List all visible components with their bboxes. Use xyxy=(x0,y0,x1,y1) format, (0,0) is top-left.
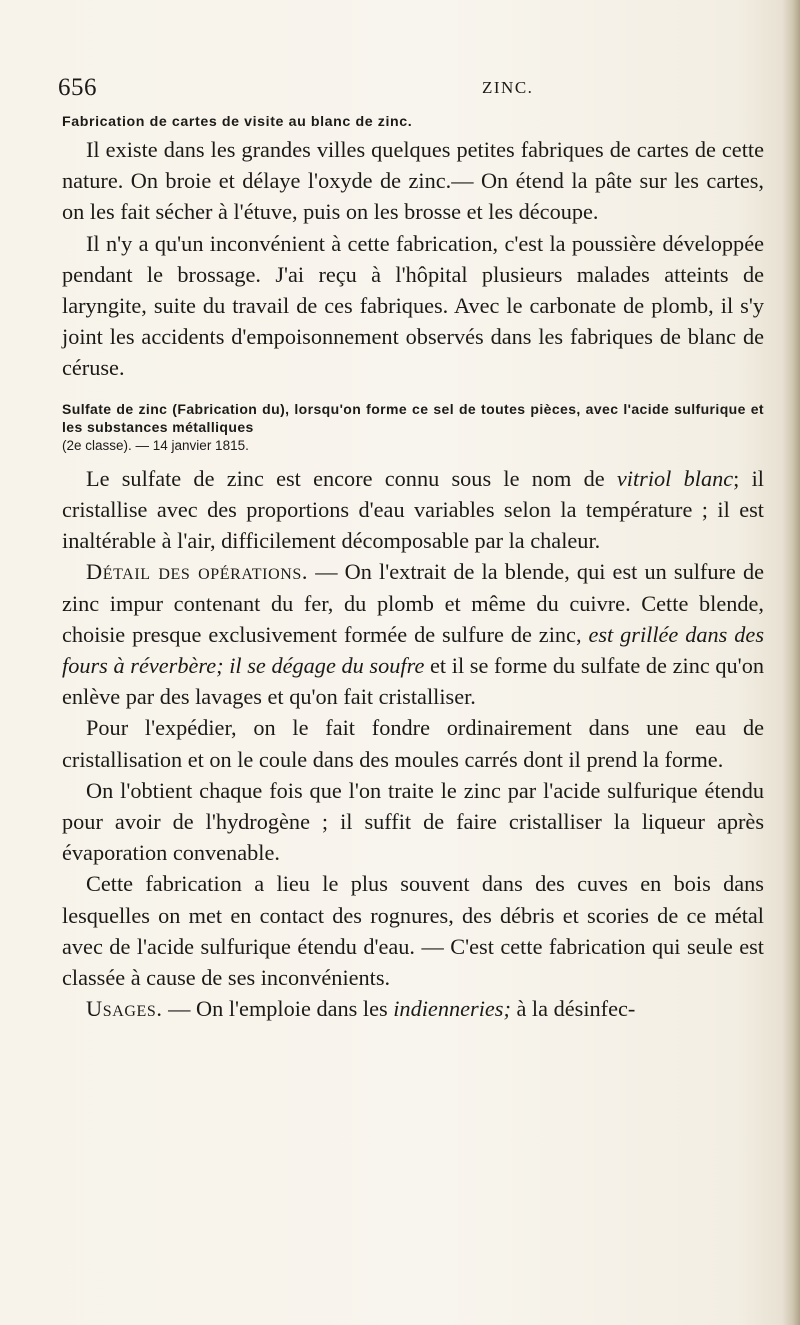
page-edge-shadow xyxy=(782,0,800,1325)
paragraph: On l'obtient chaque fois que l'on traite le zinc par l'acide sulfurique étendu pour avoir de l'hydrogène ; il suffit de faire cristalliser la liqueur après évaporation convenable. xyxy=(62,777,764,866)
italic-term: vitriol blanc xyxy=(616,465,734,491)
section-heading-sulfate: Sulfate de zinc (Fabrication du), lorsqu'on forme ce sel de toutes pièces, avec l'acide sulfurique et les substances métalliques xyxy=(62,400,764,436)
page-number: 656 xyxy=(58,74,97,101)
text-run: Le sulfate de zinc est encore connu sous le nom de xyxy=(86,465,617,491)
page-body xyxy=(62,74,764,1024)
text-run: — On l'emploie dans les xyxy=(162,996,394,1022)
paragraph xyxy=(62,993,764,1024)
paragraph: Il existe dans les grandes villes quelques petites fabriques de cartes de cette nature. On broie et délaye l'oxyde de zinc.— On étend la pâte sur les cartes, on les fait sécher à l'étuve, puis on les brosse et les découpe. xyxy=(62,137,764,225)
italic-phrase: est grillée dans des fours à réverbère; il se dégage du soufre xyxy=(62,621,764,679)
text-run: ; il cristallise avec des proportions d'eau variables selon la température ; il est inaltérable à l'air, difficilement décomposable par la chaleur. xyxy=(62,465,764,554)
running-title: ZINC. xyxy=(482,78,534,97)
paragraph: Pour l'expédier, on le fait fondre ordinairement dans une eau de cristallisation et on le coule dans des moules carrés dont il prend la forme. xyxy=(62,715,764,772)
paragraph: Cette fabrication a lieu le plus souvent dans des cuves en bois dans lesquelles on met en contact des rognures, des débris et scories de ce métal avec de l'acide sulfurique étendu d'eau. — C'est cette fabrication qui seule est classée à cause de ses inconvénients. xyxy=(62,871,764,991)
text-run: à la désinfec- xyxy=(510,996,636,1022)
paragraph xyxy=(62,556,764,712)
paragraph: Il n'y a qu'un inconvénient à cette fabrication, c'est la poussière développée pendant le brossage. J'ai reçu à l'hôpital plusieurs malades atteints de laryngite, suite du travail de ces fabriques. Avec le carbonate de plomb, il s'y joint les accidents d'empoisonnement observés dans les fabriques de blanc de céruse. xyxy=(62,230,764,381)
classification-date: (2e classe). — 14 janvier 1815. xyxy=(62,437,249,453)
section-heading-cartes: Fabrication de cartes de visite au blanc de zinc. xyxy=(62,114,413,130)
italic-term: indienneries; xyxy=(393,996,511,1022)
text-run: et il se forme du sulfate de zinc qu'on enlève par des lavages et qu'on fait cristalliser. xyxy=(62,653,765,710)
run-in-heading-detail: Détail des opérations. xyxy=(86,559,309,585)
paragraph xyxy=(62,463,764,557)
run-in-heading-usages: Usages. xyxy=(86,996,163,1022)
text-run: — On l'extrait de la blende, qui est un sulfure de zinc impur contenant du fer, du plomb et même du cuivre. Cette blende, choisie presque exclusivement formée de sulfure de zinc, xyxy=(62,559,764,647)
